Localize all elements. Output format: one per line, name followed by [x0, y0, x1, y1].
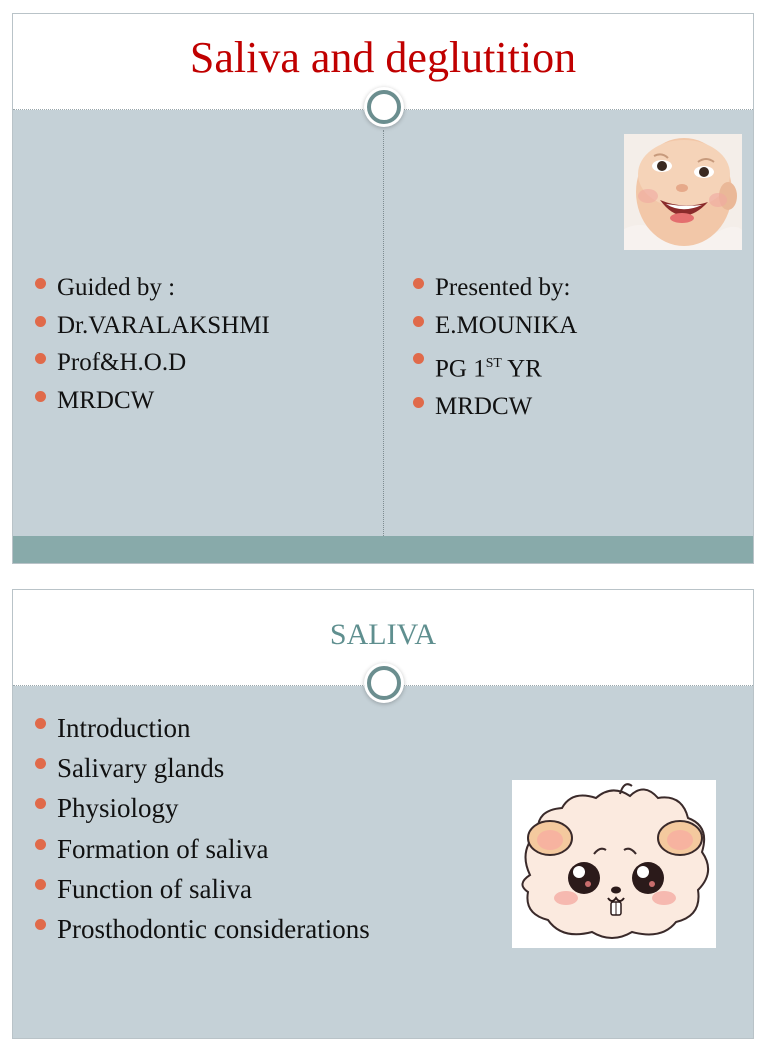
bullet-icon — [35, 919, 46, 930]
bullet-icon — [413, 278, 424, 289]
slide-title-text: SALIVA — [329, 618, 437, 651]
bullet-icon — [35, 758, 46, 769]
footer-bar — [13, 536, 753, 563]
list-item: E.MOUNIKA — [413, 307, 577, 345]
list-item: Guided by : — [35, 269, 270, 307]
bullet-icon — [35, 879, 46, 890]
slide-title-text: Saliva and deglutition — [189, 33, 577, 82]
list-item: Prosthodontic considerations — [35, 909, 370, 949]
hamster-cartoon-image — [512, 780, 716, 948]
list-item: MRDCW — [35, 382, 270, 420]
list-item: Prof&H.O.D — [35, 344, 270, 382]
guided-by-list — [35, 269, 270, 419]
list-item: Introduction — [35, 708, 370, 748]
list-item: Salivary glands — [35, 748, 370, 788]
list-item: Presented by: — [413, 269, 577, 307]
presented-by-list — [413, 269, 577, 425]
bullet-icon — [413, 316, 424, 327]
bullet-icon — [35, 391, 46, 402]
list-item: Dr.VARALAKSHMI — [35, 307, 270, 345]
baby-photo — [624, 134, 742, 250]
list-item: Physiology — [35, 788, 370, 828]
list-item: Formation of saliva — [35, 829, 370, 869]
bullet-icon — [35, 353, 46, 364]
topics-list — [35, 708, 370, 949]
list-item: Function of saliva — [35, 869, 370, 909]
bullet-icon — [413, 397, 424, 408]
bullet-icon — [35, 718, 46, 729]
slide-title — [12, 13, 754, 564]
ring-ornament-icon — [367, 666, 401, 700]
ring-ornament-icon — [367, 90, 401, 124]
list-item: PG 1ST YR — [413, 344, 577, 388]
slide-saliva — [12, 589, 754, 1039]
bullet-icon — [35, 798, 46, 809]
bullet-icon — [35, 278, 46, 289]
bullet-icon — [35, 316, 46, 327]
column-divider — [383, 130, 384, 536]
bullet-icon — [413, 353, 424, 364]
bullet-icon — [35, 839, 46, 850]
list-item: MRDCW — [413, 388, 577, 426]
